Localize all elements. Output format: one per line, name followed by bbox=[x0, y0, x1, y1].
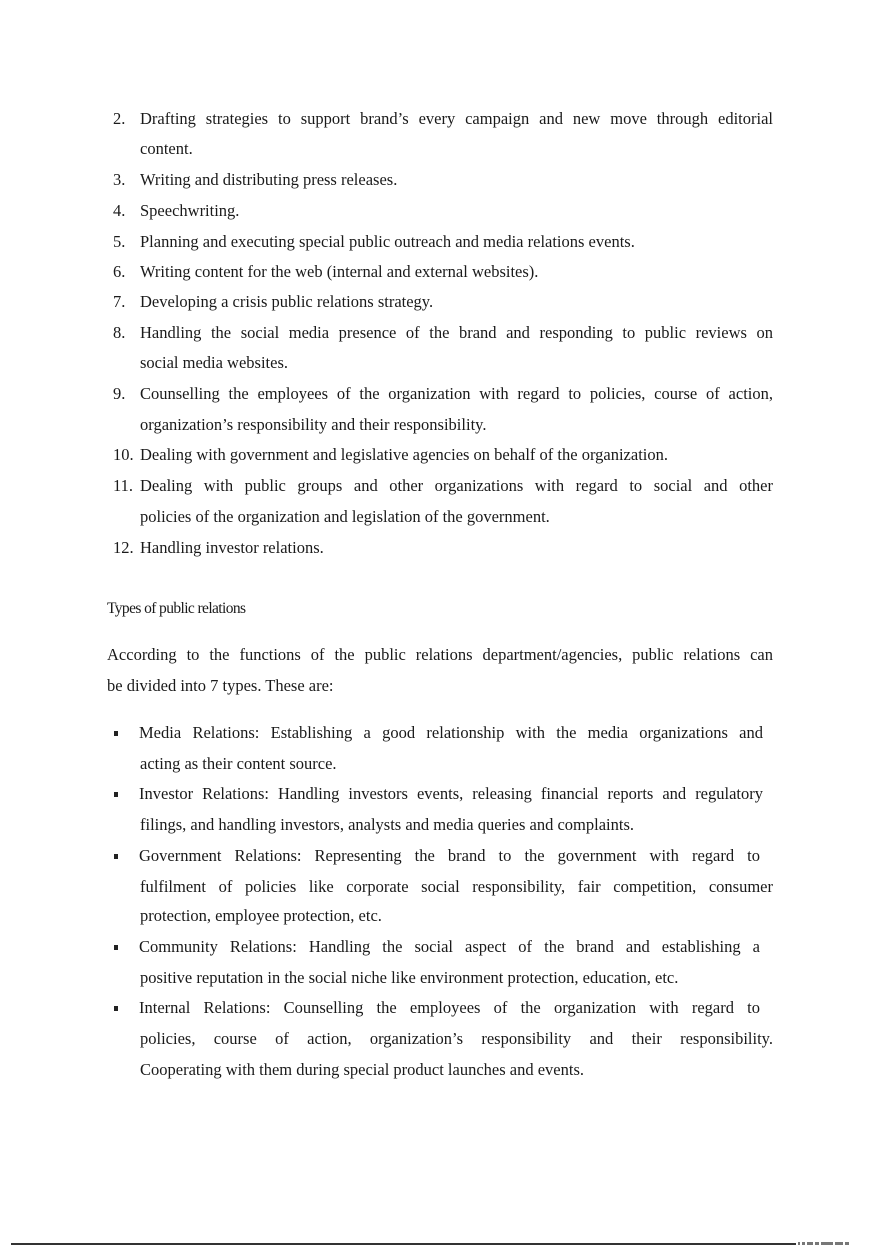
bullet-item-line: fulfilment of policies like corporate social responsibility, fair competition, consumer bbox=[140, 877, 773, 896]
square-bullet-icon bbox=[114, 731, 118, 736]
list-number: 7. bbox=[113, 292, 126, 311]
bullet-item-line: protection, employee protection, etc. bbox=[140, 906, 382, 925]
square-bullet-icon bbox=[114, 854, 118, 859]
bullet-item-line: positive reputation in the social niche like environment protection, education, etc. bbox=[140, 968, 679, 987]
list-number: 6. bbox=[113, 262, 126, 281]
bullet-item-line: acting as their content source. bbox=[140, 754, 337, 773]
list-number: 9. bbox=[113, 384, 126, 403]
square-bullet-icon bbox=[114, 1006, 118, 1011]
square-bullet-icon bbox=[114, 792, 118, 797]
list-number: 12. bbox=[113, 538, 134, 557]
list-item-line: organization’s responsibility and their responsibility. bbox=[140, 415, 487, 434]
list-item-line: Planning and executing special public outreach and media relations events. bbox=[140, 232, 635, 251]
list-item-line: Dealing with public groups and other organizations with regard to social and other bbox=[140, 476, 773, 495]
bullet-item-line: Community Relations: Handling the social aspect of the brand and establishing a bbox=[139, 937, 760, 956]
list-item-line: policies of the organization and legislation of the government. bbox=[140, 507, 550, 526]
list-number: 5. bbox=[113, 232, 126, 251]
bullet-item-line: Investor Relations: Handling investors events, releasing financial reports and regulatory bbox=[139, 784, 763, 803]
list-item-line: social media websites. bbox=[140, 353, 289, 372]
list-item-line: Speechwriting. bbox=[140, 201, 240, 220]
bullet-item-line: Government Relations: Representing the brand to the government with regard to bbox=[139, 846, 760, 865]
list-number: 8. bbox=[113, 323, 126, 342]
list-item-line: Dealing with government and legislative agencies on behalf of the organization. bbox=[140, 445, 668, 464]
paragraph-line: be divided into 7 types. These are: bbox=[107, 676, 334, 695]
footer-artifacts bbox=[798, 1242, 868, 1246]
paragraph-line: According to the functions of the public relations department/agencies, public relations can bbox=[107, 645, 773, 664]
list-number: 11. bbox=[113, 476, 134, 495]
bullet-item-line: Internal Relations: Counselling the employees of the organization with regard to bbox=[139, 998, 760, 1017]
list-item-line: content. bbox=[140, 139, 193, 158]
bullet-item-line: filings, and handling investors, analysts and media queries and complaints. bbox=[140, 815, 634, 834]
list-number: 3. bbox=[113, 170, 126, 189]
list-item-line: Drafting strategies to support brand’s every campaign and new move through editorial bbox=[140, 109, 773, 128]
bullet-item-line: policies, course of action, organization’s responsibility and their responsibility. bbox=[140, 1029, 773, 1048]
bullet-item-line: Cooperating with them during special product launches and events. bbox=[140, 1060, 585, 1079]
list-number: 2. bbox=[113, 109, 126, 128]
list-number: 10. bbox=[113, 445, 134, 464]
list-item-line: Counselling the employees of the organization with regard to policies, course of action, bbox=[140, 384, 773, 403]
list-item-line: Handling the social media presence of the brand and responding to public reviews on bbox=[140, 323, 773, 342]
list-item-line: Handling investor relations. bbox=[140, 538, 324, 557]
list-number: 4. bbox=[113, 201, 126, 220]
bullet-item-line: Media Relations: Establishing a good relationship with the media organizations and bbox=[139, 723, 763, 742]
square-bullet-icon bbox=[114, 945, 118, 950]
list-item-line: Developing a crisis public relations strategy. bbox=[140, 292, 434, 311]
list-item-line: Writing and distributing press releases. bbox=[140, 170, 398, 189]
section-heading: Types of public relations bbox=[107, 600, 246, 617]
footer-divider bbox=[11, 1243, 796, 1245]
list-item-line: Writing content for the web (internal and external websites). bbox=[140, 262, 539, 281]
